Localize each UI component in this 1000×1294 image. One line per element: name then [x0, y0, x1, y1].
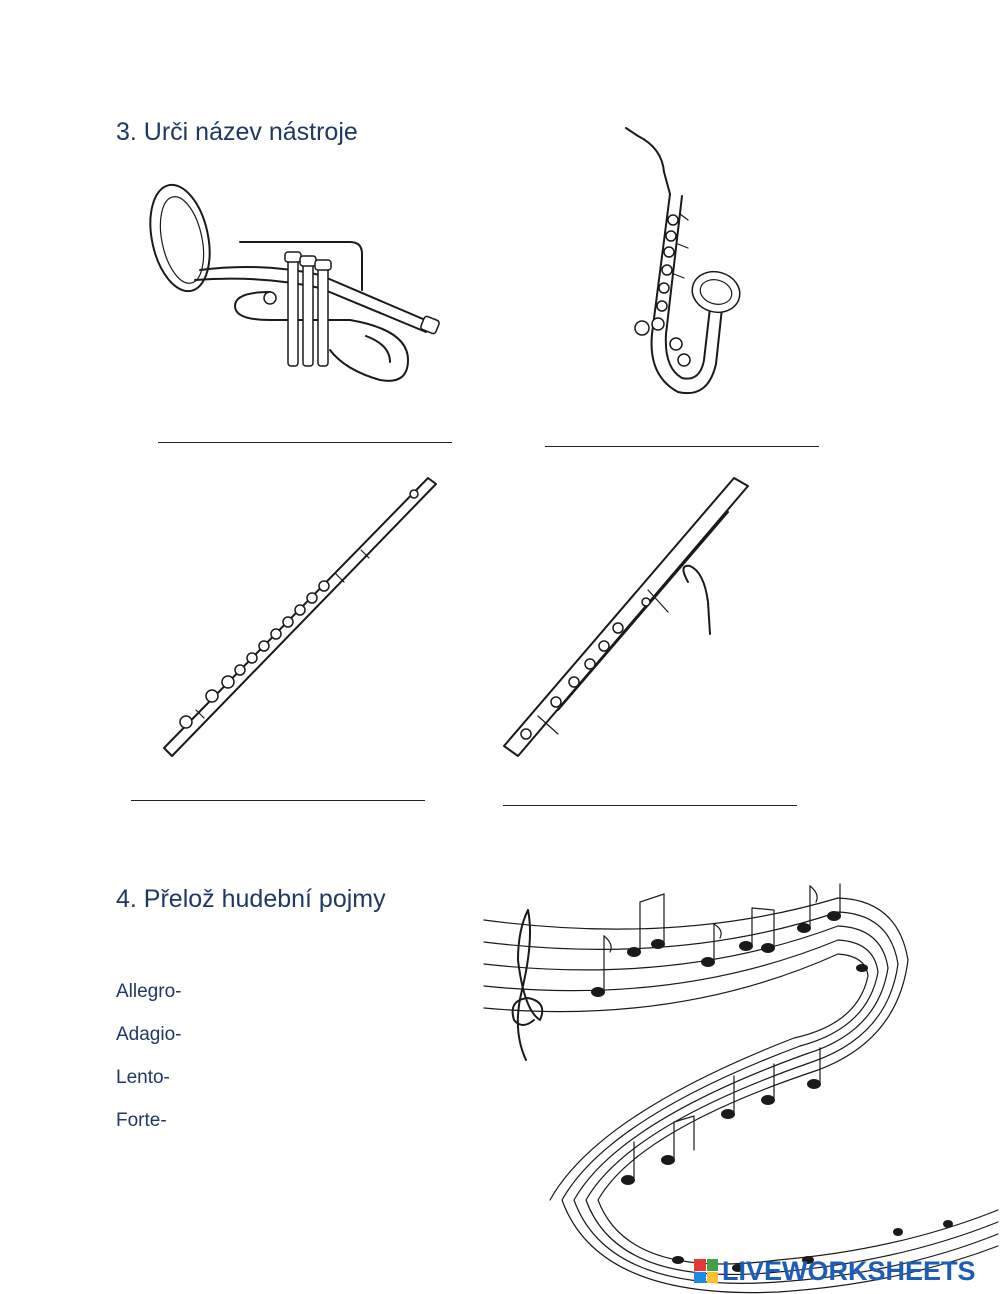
term-lento: Lento- [116, 1067, 170, 1088]
answer-line-flute[interactable] [131, 800, 425, 801]
flute-icon [156, 470, 440, 762]
bassoon-icon [498, 472, 758, 762]
term-forte: Forte- [116, 1110, 167, 1131]
answer-line-trumpet[interactable] [158, 442, 452, 443]
term-adagio: Adagio- [116, 1024, 182, 1045]
brand-logo [694, 1254, 994, 1288]
music-staff-icon [478, 880, 1000, 1294]
answer-line-saxophone[interactable] [545, 446, 819, 447]
answer-line-bassoon[interactable] [503, 805, 797, 806]
saxophone-icon [618, 124, 748, 402]
section-3-heading: 3. Urči název nástroje [116, 118, 358, 146]
trumpet-icon [140, 180, 450, 395]
term-allegro: Allegro- [116, 981, 182, 1002]
brand-name: LIVEWORKSHEETS [722, 1255, 976, 1286]
section-4-heading: 4. Přelož hudební pojmy [116, 885, 386, 913]
brand-mark-icon [694, 1259, 718, 1283]
